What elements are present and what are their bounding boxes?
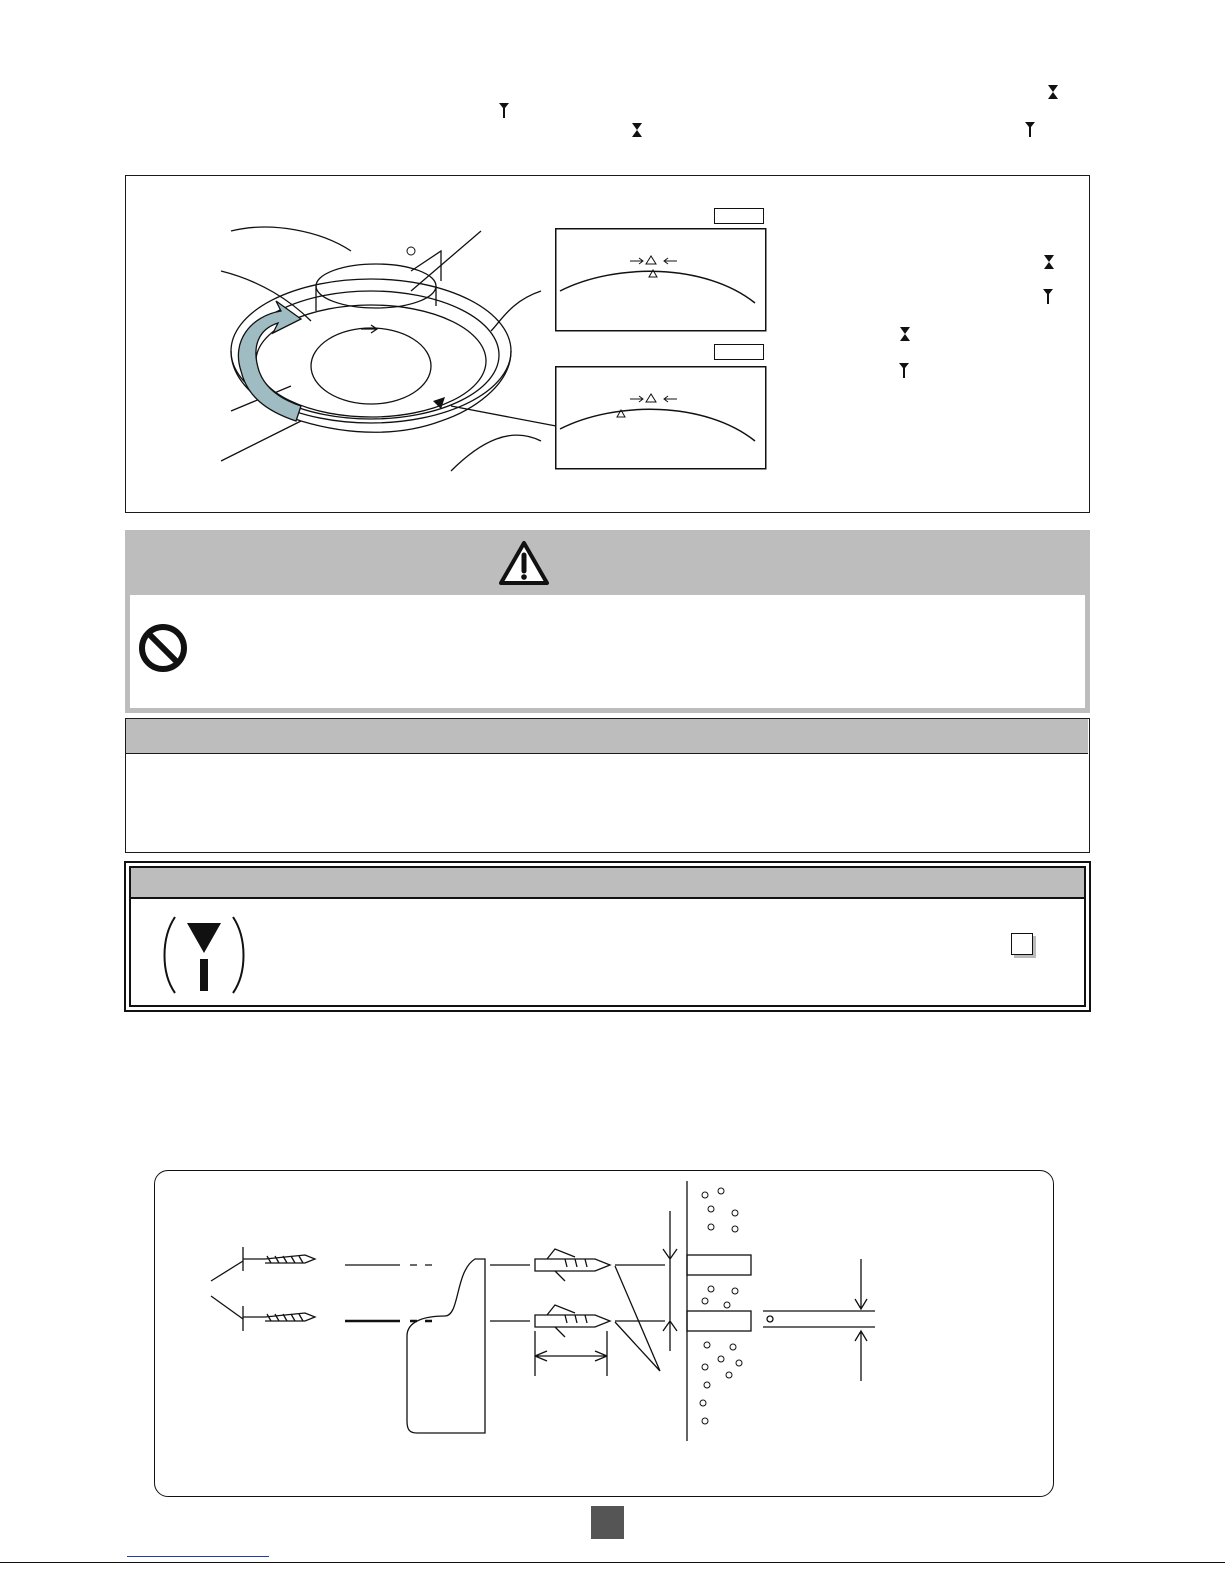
screw-icon — [211, 1296, 315, 1331]
note-header-bar — [126, 719, 1088, 754]
footer-link-underline[interactable] — [127, 1556, 269, 1557]
alignment-figure-box — [125, 175, 1090, 513]
stem-marker-icon — [499, 103, 509, 118]
alignment-panel-aligned — [555, 228, 767, 332]
note-box — [125, 718, 1090, 853]
page-number-box — [591, 1506, 624, 1539]
stem-marker-icon — [1025, 122, 1035, 137]
panel-label-box-misaligned — [714, 344, 764, 360]
anchor-figure-box — [154, 1170, 1054, 1497]
wall-plug-icon — [535, 1305, 610, 1337]
warning-box — [125, 530, 1090, 713]
warning-triangle-icon — [498, 540, 550, 586]
hourglass-marker-icon — [1047, 84, 1059, 100]
grounding-arrow-icon — [161, 913, 247, 997]
alignment-panel-misaligned — [555, 366, 767, 470]
panel-label-box-aligned — [714, 208, 764, 224]
bottom-rule — [0, 1562, 1225, 1563]
stem-marker-icon — [1043, 289, 1053, 304]
checkbox-icon — [1011, 933, 1033, 955]
stem-marker-icon — [899, 363, 909, 378]
warning-body — [130, 595, 1085, 708]
wall-plug-icon — [535, 1249, 610, 1281]
prohibition-icon — [138, 623, 188, 673]
bracket — [407, 1259, 485, 1433]
hourglass-marker-icon — [899, 326, 911, 342]
hourglass-marker-icon — [631, 122, 643, 138]
attention-box — [124, 861, 1091, 1012]
hourglass-marker-icon — [1043, 254, 1055, 270]
screw-icon — [211, 1247, 315, 1281]
attention-header-bar — [131, 868, 1084, 899]
anchor-diagram — [155, 1171, 1055, 1498]
